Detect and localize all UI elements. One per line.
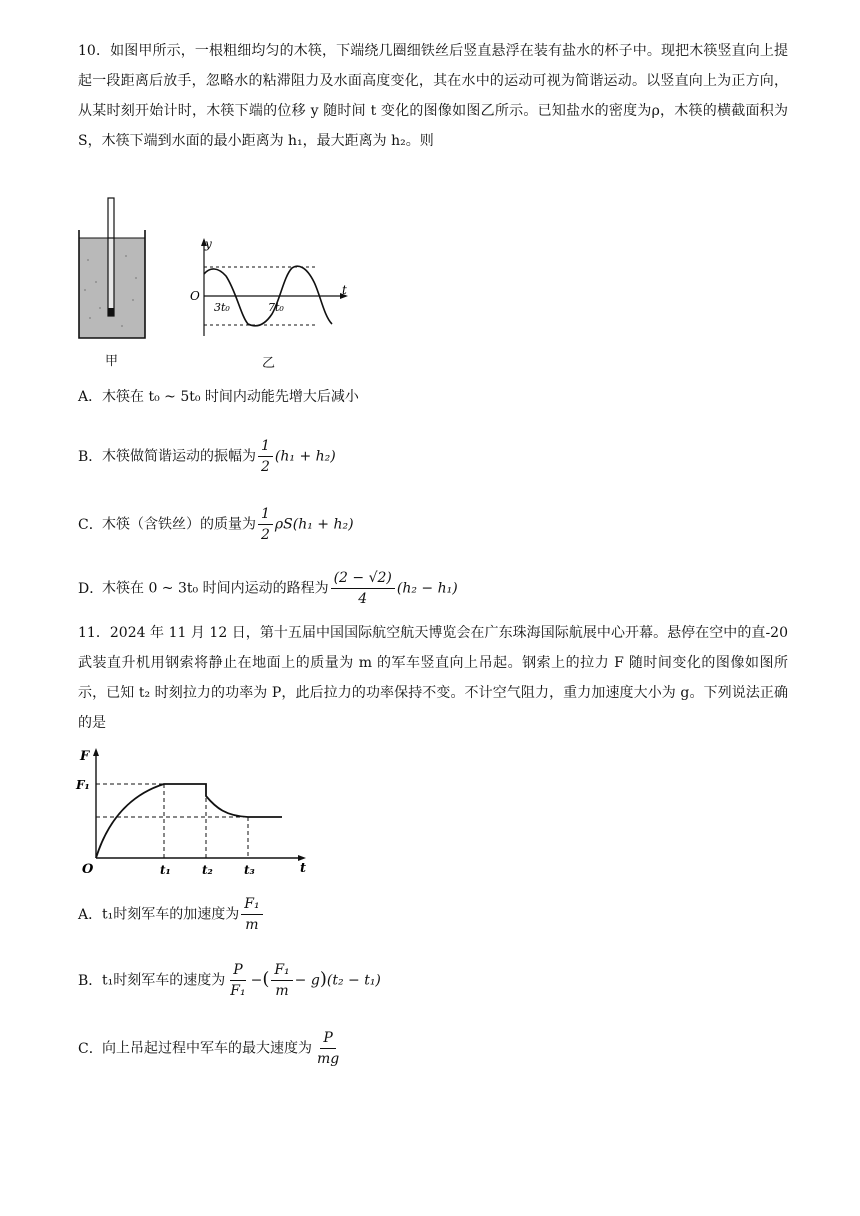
graph-F1-label: F₁ [76,778,90,792]
figure-force-time-graph [76,746,316,880]
fraction: $\frac{\text{F₁}}{m}$ [241,894,262,935]
force-curve [96,784,282,858]
graph-y-label: y [205,237,212,251]
q10-option-a[interactable]: A．木筷在 t₀ ~ 5t₀ 时间内动能先增大后减小 [78,389,359,405]
figure-sine-graph [186,236,356,346]
question-10 [78,36,788,156]
figure-b-caption: 乙 [262,356,276,371]
graph-t-axis-label: t [300,861,307,876]
figure-a-caption: 甲 [105,354,119,369]
graph-origin: O [190,289,200,303]
q10-option-b[interactable]: B．木筷做简谐运动的振幅为 $\frac{1}{2}$ (h₁ + h₂) [78,438,336,475]
q11-option-b[interactable]: B．t₁时刻军车的速度为 $\frac{P}{\text{F₁}}$ −( $\frac{\text{F₁}}{m}$ − g)(t₂ − t₁) [78,962,381,999]
graph-t-label: t [342,283,347,297]
fraction: $\frac{1}{2}$ [258,504,273,545]
q10-option-c[interactable]: C．木筷（含铁丝）的质量为 $\frac{1}{2}$ ρS(h₁ + h₂) [78,506,354,543]
fraction: $\frac{1}{2}$ [258,436,273,477]
question-11 [78,618,788,738]
fraction: $\frac{P}{mg}$ [317,1030,340,1067]
fraction: $\frac{P}{\text{F₁}}$ [230,962,246,999]
q11-option-a[interactable]: A．t₁时刻军车的加速度为 $\frac{\text{F₁}}{m}$ [78,894,788,935]
graph-F-label: F [80,749,90,764]
figure-cup-diagram [70,190,160,350]
graph-origin-label: O [82,862,94,877]
graph-t2-label: t₂ [202,863,213,877]
q11-option-c[interactable]: C．向上吊起过程中军车的最大速度为 $\frac{P}{mg}$ [78,1028,788,1069]
graph-tick-3t0: 3t₀ [214,301,230,314]
question-11-stem: 11．2024 年 11 月 12 日，第十五届中国国际航空航天博览会在广东珠海国际航展中心开幕。悬停在空中的直-20 武装直升机用钢索将静止在地面上的质量为 m 的军车竖直向上吊起。钢索上的拉力 F 随时间变化的图像如图所示，已知 t₂ 时刻拉力的功率为 P，此后拉力的功率保持不变。不计空气阻力，重力加速度大小为 g。下列说法正确的是 [78,625,788,731]
graph-t1-label: t₁ [160,863,171,877]
graph-tick-7t0: 7t₀ [268,301,284,314]
fraction: $\frac{\text{F₁}}{m}$ [271,960,292,1001]
q10-option-d[interactable]: D．木筷在 0 ~ 3t₀ 时间内运动的路程为 $\frac{(2 - √2)}{4}$ (h₂ − h₁) [78,570,458,607]
graph-t3-label: t₃ [244,863,255,877]
question-10-stem: 10．如图甲所示，一根粗细均匀的木筷，下端绕几圈细铁丝后竖直悬浮在装有盐水的杯子中。现把木筷竖直向上提起一段距离后放手，忽略水的粘滞阻力及水面高度变化，其在水中的运动可视为简谐运动。以竖直向上为正方向，从某时刻开始计时，木筷下端的位移 y 随时间 t 变化的图像如图乙所示。已知盐水的密度为ρ，木筷的横截面积为 S，木筷下端到水面的最小距离为 h₁，最大距离为 h₂。则 [78,43,788,149]
fraction: $\frac{(2 - √2)}{4}$ [331,568,395,609]
